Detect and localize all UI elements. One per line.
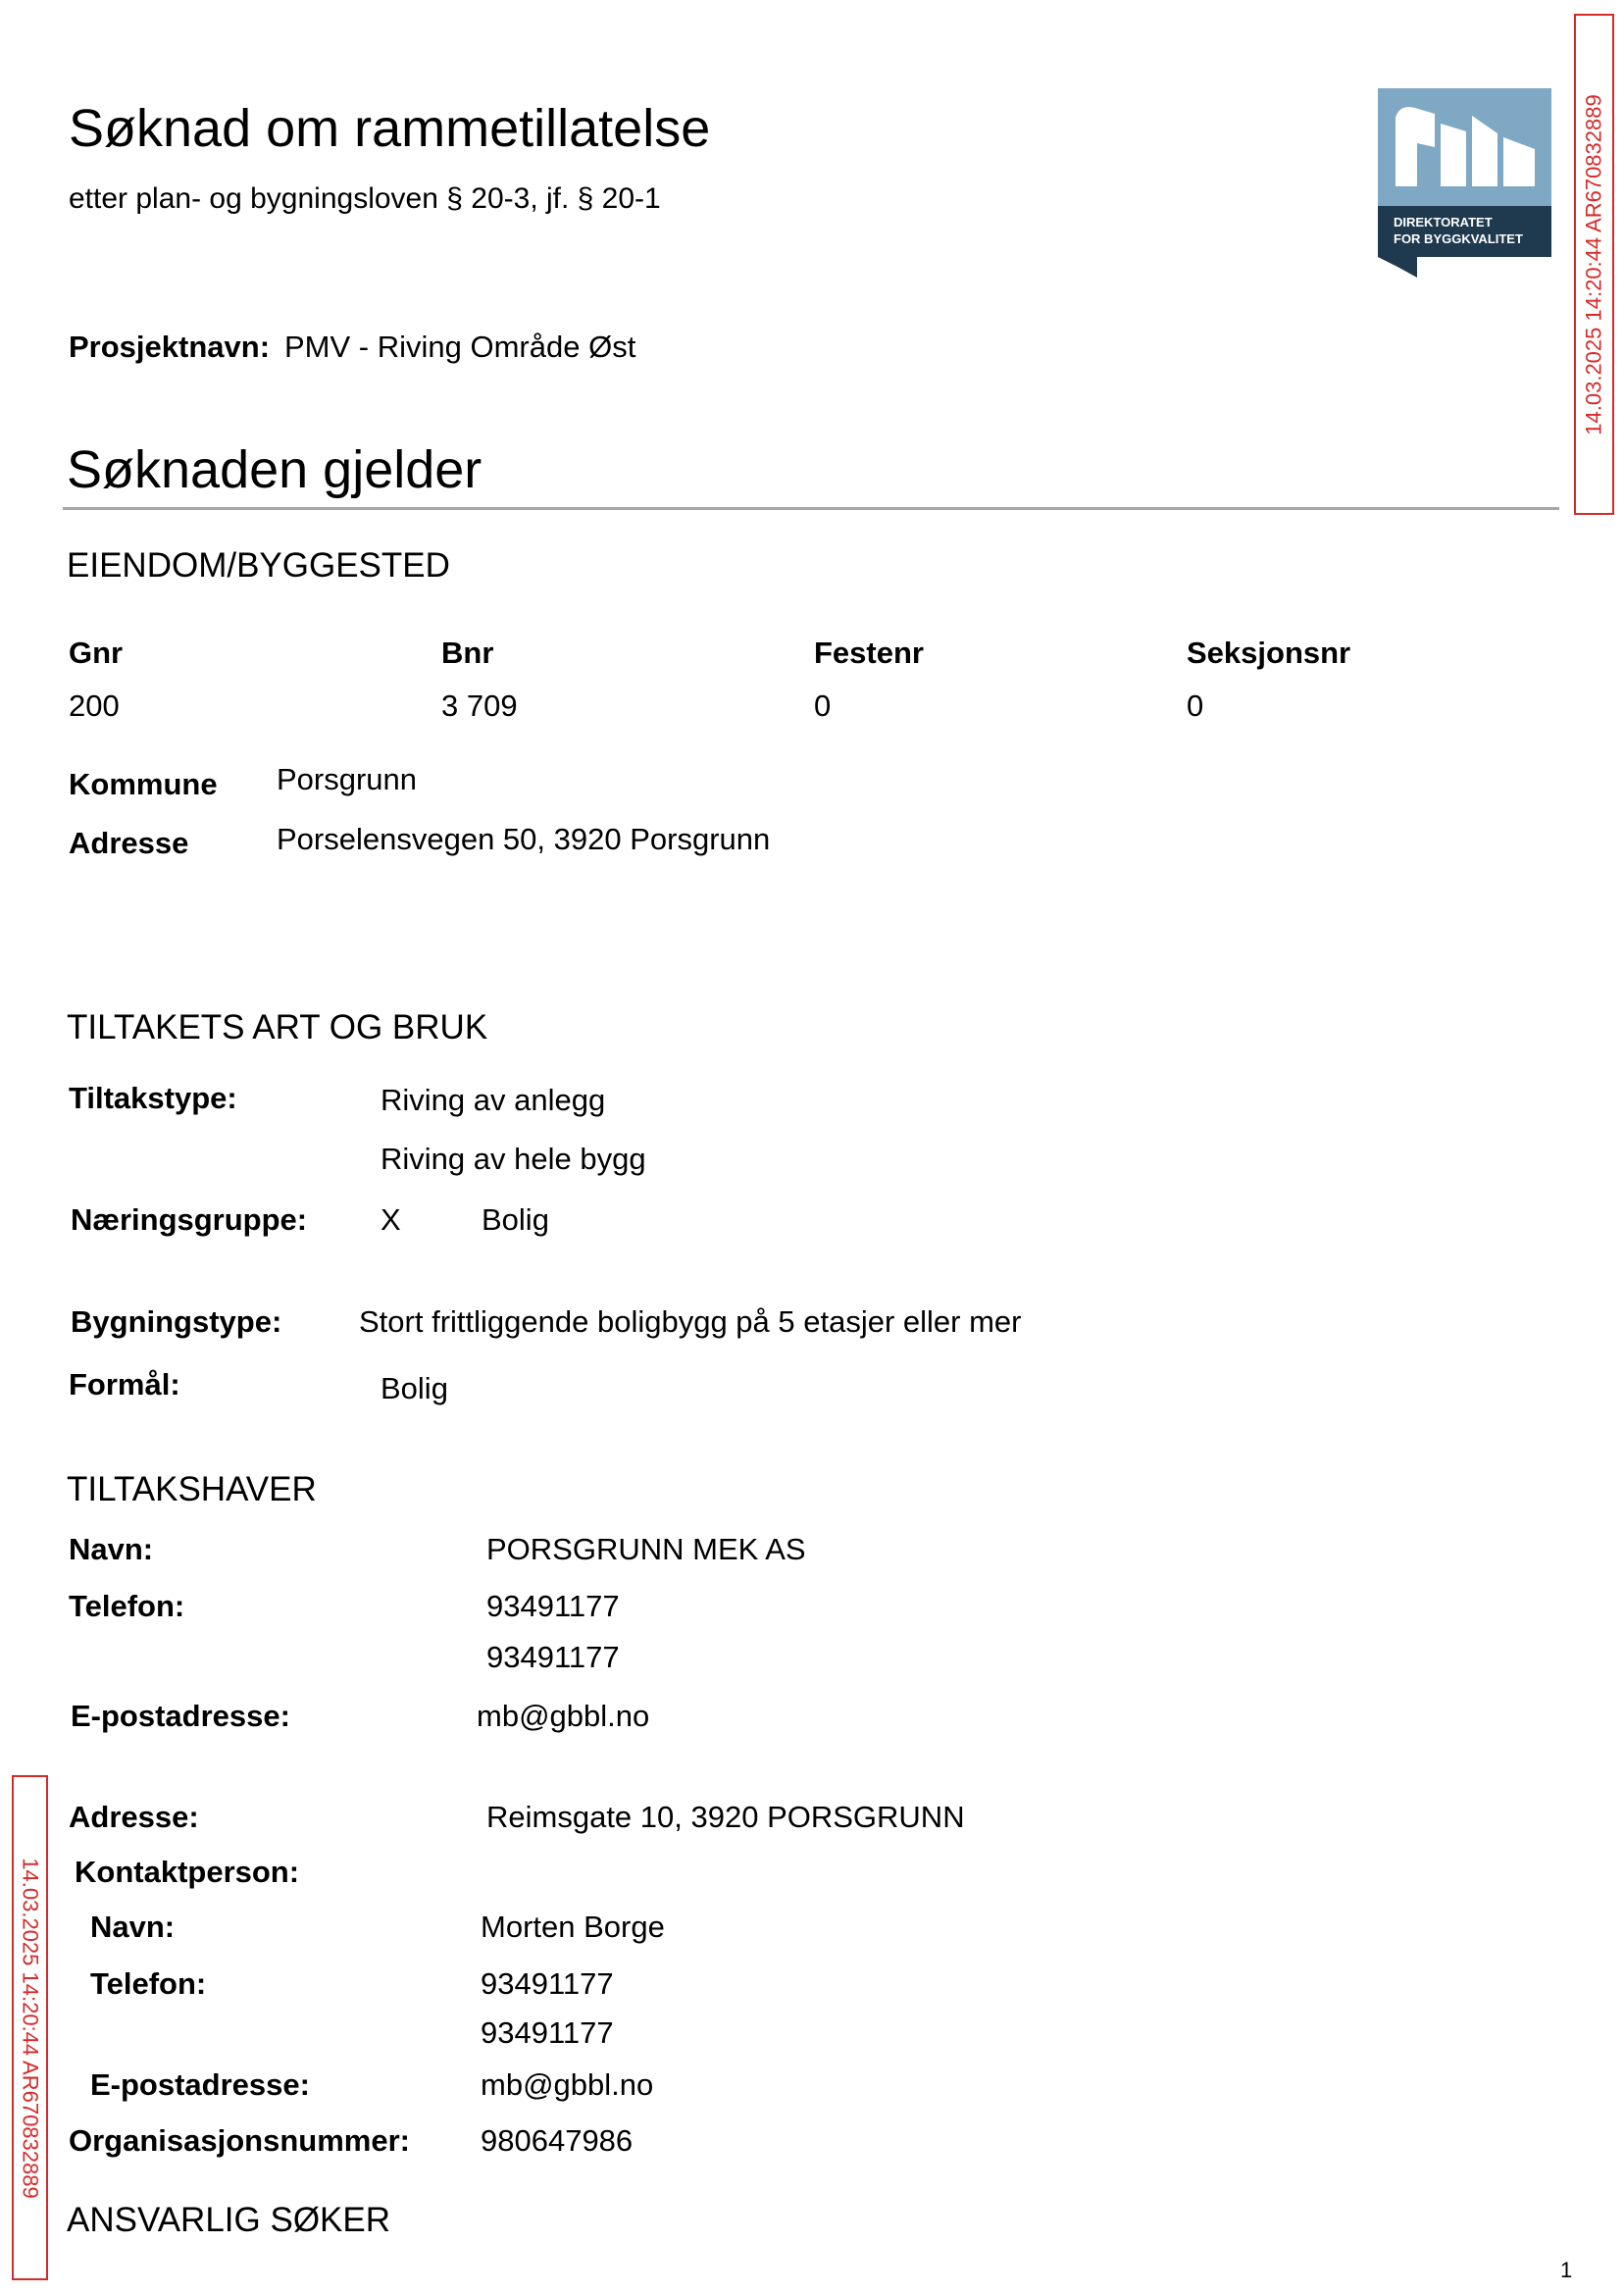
project-name-label: Prosjektnavn: [69,330,271,364]
tiltakshaver-navn-label: Navn: [69,1532,154,1566]
tiltakshaver-epost-label: E-postadresse: [71,1699,290,1733]
bnr-value: 3 709 [441,688,518,723]
bygningstype-label: Bygningstype: [71,1304,282,1339]
naeringsgruppe-code: X [381,1202,401,1237]
formal-value: Bolig [381,1371,448,1405]
kommune-label: Kommune [69,767,218,801]
timestamp-stamp-right-text: 14.03.2025 14:20:44 AR670832889 [1581,93,1606,435]
tiltakstype-value-1: Riving av anlegg [381,1083,606,1117]
seksjonsnr-label: Seksjonsnr [1187,636,1351,670]
adresse-label: Adresse [69,826,189,860]
tiltakshaver-epost-value: mb@gbbl.no [477,1699,650,1733]
gnr-value: 200 [69,688,120,723]
orgnr-value: 980647986 [481,2123,634,2158]
document-subtitle: etter plan- og bygningsloven § 20-3, jf. § 20-1 [69,182,661,215]
eiendom-heading: EIENDOM/BYGGESTED [67,546,450,585]
section-divider [63,507,1559,510]
festenr-value: 0 [814,688,832,723]
project-name-value: PMV - Riving Område Øst [284,330,636,364]
kontaktperson-epost-value: mb@gbbl.no [481,2067,654,2102]
kontaktperson-telefon-value-2: 93491177 [481,2015,614,2050]
tiltakstype-label: Tiltakstype: [69,1081,237,1115]
section-title: Søknaden gjelder [67,440,482,499]
tiltakshaver-telefon-label: Telefon: [69,1589,185,1623]
tiltakshaver-heading: TILTAKSHAVER [67,1470,317,1508]
naeringsgruppe-value: Bolig [482,1202,549,1237]
bnr-label: Bnr [441,636,494,670]
kommune-value: Porsgrunn [277,762,418,796]
tiltakshaver-telefon-value-2: 93491177 [486,1640,620,1674]
tiltak-heading: TILTAKETS ART OG BRUK [67,1008,488,1046]
document-title: Søknad om rammetillatelse [69,99,711,158]
tiltakshaver-adresse-value: Reimsgate 10, 3920 PORSGRUNN [486,1800,965,1834]
bygningstype-value: Stort frittliggende boligbygg på 5 etasjer eller mer [359,1304,1022,1339]
timestamp-stamp-left-text: 14.03.2025 14:20:44 AR670832889 [18,1857,43,2199]
ansvarlig-heading: ANSVARLIG SØKER [67,2201,391,2239]
timestamp-stamp-right [1574,14,1614,515]
logo-text-line1: DIREKTORATET [1394,215,1493,229]
kontaktperson-navn-label: Navn: [90,1910,176,1944]
kontaktperson-telefon-label: Telefon: [90,1966,207,2001]
tiltakshaver-navn-value: PORSGRUNN MEK AS [486,1532,806,1566]
tiltakstype-value-2: Riving av hele bygg [381,1142,646,1176]
dibk-logo-icon [1378,88,1551,278]
tiltakshaver-telefon-value-1: 93491177 [486,1589,620,1623]
naeringsgruppe-label: Næringsgruppe: [71,1202,308,1237]
seksjonsnr-value: 0 [1187,688,1204,723]
adresse-value: Porselensvegen 50, 3920 Porsgrunn [277,822,771,856]
kontaktperson-label: Kontaktperson: [75,1855,300,1889]
formal-label: Formål: [69,1367,180,1402]
festenr-label: Festenr [814,636,924,670]
kontaktperson-telefon-value-1: 93491177 [481,1966,614,2001]
kontaktperson-navn-value: Morten Borge [481,1910,665,1944]
gnr-label: Gnr [69,636,124,670]
orgnr-label: Organisasjonsnummer: [69,2123,410,2158]
logo-text-line2: FOR BYGGKVALITET [1394,231,1523,246]
dibk-logo [1378,88,1551,278]
timestamp-stamp-left [12,1775,48,2280]
kontaktperson-epost-label: E-postadresse: [90,2067,310,2102]
page-number: 1 [1560,2258,1573,2282]
tiltakshaver-adresse-label: Adresse: [69,1800,199,1834]
